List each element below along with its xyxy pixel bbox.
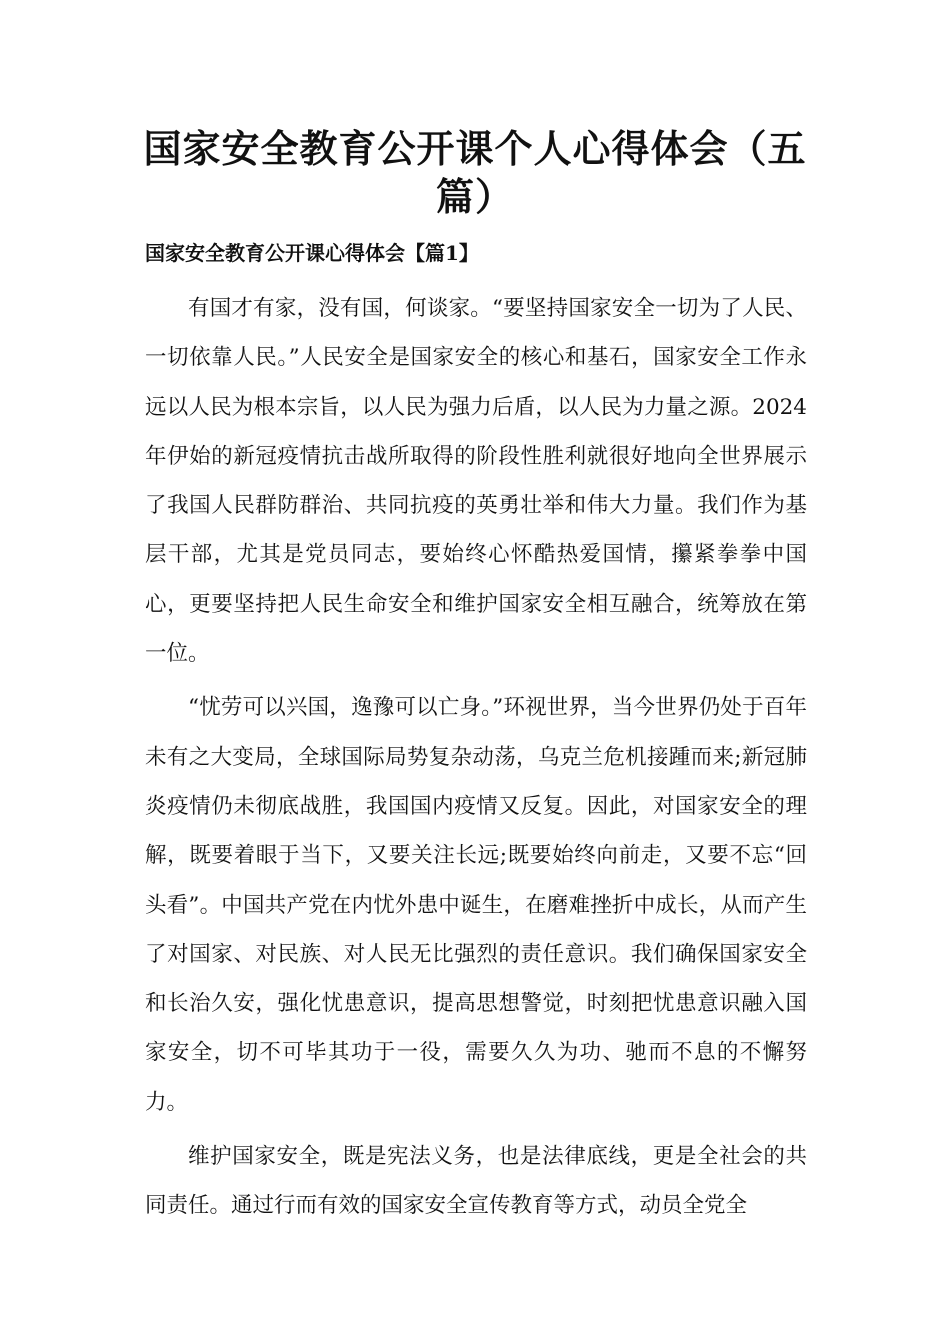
body-text (145, 284, 807, 1236)
paragraph-3: 维护国家安全，既是宪法义务，也是法律底线，更是全社会的共同责任。通过行而有效的国家安全宣传教育等方式，动员全党全 (145, 1144, 807, 1219)
section-heading: 国家安全教育公开课心得体会【篇1】 (145, 241, 479, 265)
paragraph-1: 有国才有家，没有国，何谈家。“要坚持国家安全一切为了人民、一切依靠人民。”人民安全是国家安全的核心和基石，国家安全工作永远以人民为根本宗旨，以人民为强力后盾，以人民为力量之源。2024年伊始的新冠疫情抗击战所取得的阶段性胜利就很好地向全世界展示了我国人民群防群治、共同抗疫的英勇壮举和伟大力量。我们作为基层干部，尤其是党员同志，要始终心怀酷热爱国情，攥紧拳拳中国心，更要坚持把人民生命安全和维护国家安全相互融合，统筹放在第一位。 (145, 296, 807, 667)
document-title: 国家安全教育公开课个人心得体会（五篇） (143, 126, 807, 219)
paragraph-2: “忧劳可以兴国，逸豫可以亡身。”环视世界，当今世界仍处于百年未有之大变局，全球国际局势复杂动荡，乌克兰危机接踵而来;新冠肺炎疫情仍未彻底战胜，我国国内疫情又反复。因此，对国家安全的理解，既要着眼于当下，又要关注长远;既要始终向前走，又要不忘“回头看”。中国共产党在内忧外患中诞生，在磨难挫折中成长，从而产生了对国家、对民族、对人民无比强烈的责任意识。我们确保国家安全和长治久安，强化忧患意识，提高思想警觉，时刻把忧患意识融入国家安全，切不可毕其功于一役，需要久久为功、驰而不息的不懈努力。 (145, 695, 807, 1115)
